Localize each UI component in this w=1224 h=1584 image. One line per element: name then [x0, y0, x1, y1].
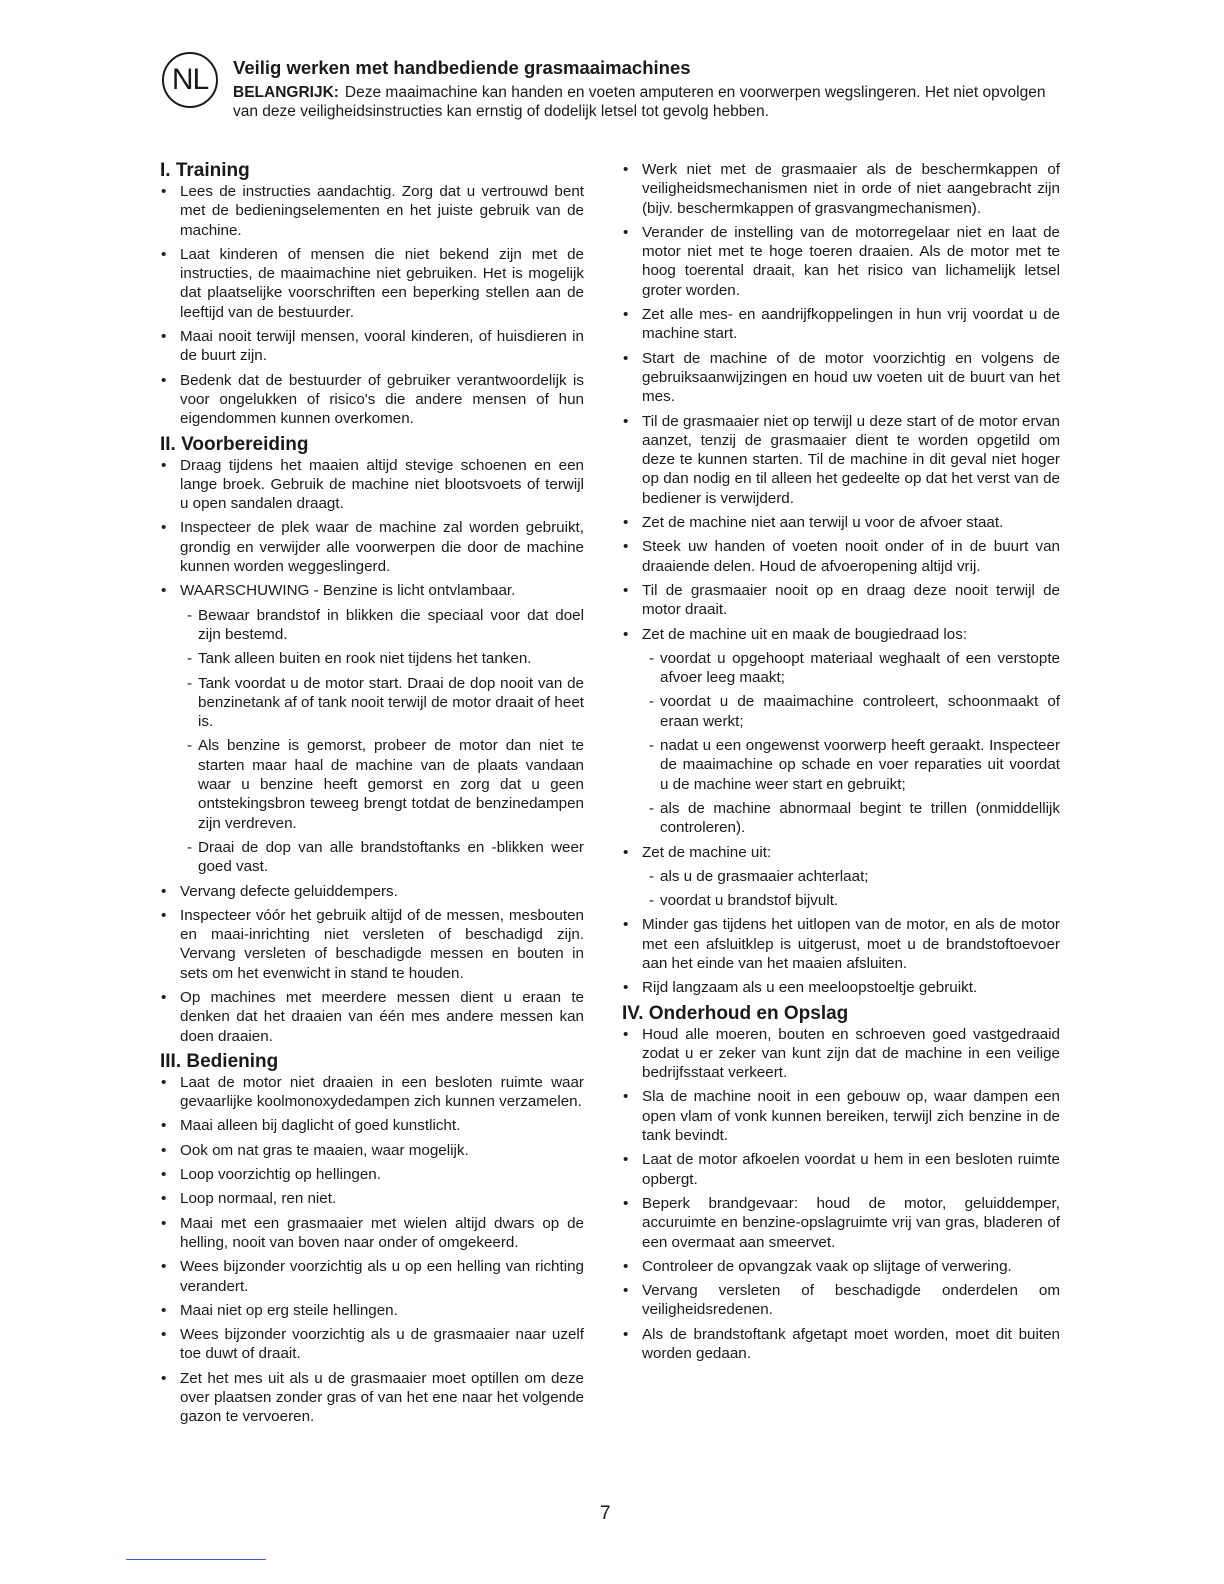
- list-item: • Minder gas tijdens het uitlopen van de motor, en als de motor met een afsluitklep is uitgerust, moet u de brandstoftoevoer aan het einde van het maaien afsluiten.: [623, 916, 1060, 972]
- list-item: • Inspecteer de plek waar de machine zal worden gebruikt, grondig en verwijder alle voorwerpen die door de machine kunnen worden weggeslingerd.: [161, 519, 584, 576]
- list-item: • Werk niet met de grasmaaier als de beschermkappen of veiligheidsmechanismen niet in orde of niet aangebracht zijn (bijv. beschermkappen of grasvangmechanismen).: [623, 161, 1060, 217]
- sub-list-item: - Draai de dop van alle brandstoftanks en -blikken weer goed vast.: [187, 838, 584, 876]
- sub-list-item: - Tank voordat u de motor start. Draai de dop nooit van de benzinetank af of tank nooit terwijl de motor draait of heet is.: [187, 674, 584, 731]
- list-item: • Bedenk dat de bestuurder of gebruiker verantwoordelijk is voor ongelukken of risico's die andere mensen of hun eigendommen kunnen overkomen.: [161, 371, 584, 428]
- sub-list-item: - nadat u een ongewenst voorwerp heeft geraakt. Inspecteer de maaimachine op schade en voer reparaties uit voordat u de machine weer start en gebruikt;: [649, 737, 1060, 793]
- intro-text: Deze maaimachine kan handen en voeten amputeren en voorwerpen wegslingeren. Het niet opvolgen van deze veiligheidsinstructies kan ernstig of dodelijk letsel tot gevolg hebben.: [233, 84, 1046, 120]
- training-list: [160, 182, 584, 429]
- left-column: [160, 160, 584, 1432]
- list-item: • Start de machine of de motor voorzichtig en volgens de gebruiksaanwijzingen en houd uw voeten uit de buurt van het mes.: [623, 349, 1060, 406]
- list-item: • Lees de instructies aandachtig. Zorg dat u vertrouwd bent met de bedieningselementen en het juiste gebruik van de machine.: [161, 183, 584, 239]
- bediening-list: [160, 1073, 584, 1427]
- list-item: • Zet de machine uit en maak de bougiedraad los:: [623, 625, 968, 643]
- list-item: • Laat kinderen of mensen die niet bekend zijn met de instructies, de maaimachine niet gebruiken. Het is mogelijk dat plaatselijke voorschriften een beperking stellen aan de leeftijd van de bestuurder.: [161, 245, 584, 321]
- section-title-bediening: III. Bediening: [160, 1050, 279, 1072]
- section-title-training: I. Training: [160, 160, 250, 181]
- list-item: • Til de grasmaaier nooit op en draag deze nooit terwijl de motor draait.: [623, 581, 1060, 619]
- footer-link-underline[interactable]: [126, 1559, 266, 1560]
- right-column: [622, 160, 1060, 1368]
- page-title: Veilig werken met handbediende grasmaaimachines: [233, 57, 691, 78]
- list-item: • Laat de motor niet draaien in een besloten ruimte waar gevaarlijke koolmonoxydedampen zich kunnen verzamelen.: [161, 1073, 584, 1111]
- list-item: • Vervang defecte geluiddempers.: [161, 882, 398, 900]
- list-item: • Zet alle mes- en aandrijfkoppelingen in hun vrij voordat u de machine start.: [623, 306, 1060, 343]
- sub-list-item: - voordat u brandstof bijvult.: [649, 892, 839, 910]
- list-item: • Op machines met meerdere messen dient u eraan te denken dat het draaien van één mes andere messen kan doen draaien.: [161, 988, 584, 1045]
- list-item: • Maai met een grasmaaier met wielen altijd dwars op de helling, nooit van boven naar onder of omgekeerd.: [161, 1214, 584, 1251]
- list-item: • Zet de machine niet aan terwijl u voor de afvoer staat.: [623, 514, 1004, 532]
- list-item: • Vervang versleten of beschadigde onderdelen om veiligheidsredenen.: [623, 1282, 1060, 1319]
- sub-list-item: - Als benzine is gemorst, probeer de motor dan niet te starten maar haal de machine van de plaats vandaan waar u benzine heeft gemorst en zorg dat u geen ontstekingsbron teweeg brengt totdat de benzinedampen zijn verdreven.: [187, 737, 584, 832]
- list-item: • Wees bijzonder voorzichtig als u de grasmaaier naar uzelf toe duwt of draait.: [161, 1326, 584, 1363]
- page-header: [233, 57, 1063, 121]
- sub-list-item: - Tank alleen buiten en rook niet tijdens het tanken.: [187, 650, 532, 668]
- list-item: • Sla de machine nooit in een gebouw op, waar dampen een open vlam of vonk kunnen bereiken, terwijl zich benzine in de tank bevindt.: [623, 1088, 1060, 1145]
- list-item: • Beperk brandgevaar: houd de motor, geluiddemper, accuruimte en benzine-opslagruimte vrij van gras, bladeren of een overmaat aan smeervet.: [623, 1194, 1060, 1251]
- list-item: • Maai nooit terwijl mensen, vooral kinderen, of huisdieren in de buurt zijn.: [161, 328, 584, 365]
- list-item: • Ook om nat gras te maaien, waar mogelijk.: [161, 1141, 469, 1159]
- voorbereiding-list: [160, 456, 584, 1046]
- onderhoud-list: [622, 1025, 1060, 1364]
- sub-list-item: - als de machine abnormaal begint te trillen (onmiddellijk controleren).: [649, 799, 1060, 837]
- list-item: • WAARSCHUWING - Benzine is licht ontvlambaar.: [161, 582, 516, 600]
- list-item: • Til de grasmaaier niet op terwijl u deze start of de motor ervan aanzet, tenzij de grasmaaier dient te worden opgetild om deze te kunnen starten. Til de machine in dit geval niet hoger op dan nodig en til alleen het gedeelte op dat het verst van de bediener is verwijderd.: [623, 412, 1060, 507]
- list-item: • Loop normaal, ren niet.: [161, 1190, 337, 1208]
- list-item: • Wees bijzonder voorzichtig als u op een helling van richting verandert.: [161, 1258, 584, 1295]
- list-item: • Draag tijdens het maaien altijd stevige schoenen en een lange broek. Gebruik de machine niet blootsvoets of terwijl u open sandalen draagt.: [161, 456, 584, 513]
- list-item: • Zet de machine uit:: [623, 843, 772, 861]
- list-item: • Als de brandstoftank afgetapt moet worden, moet dit buiten worden gedaan.: [623, 1325, 1060, 1363]
- list-item: • Zet het mes uit als u de grasmaaier moet optillen om deze over plaatsen zonder gras of van het ene naar het volgende gazon te vervoeren.: [161, 1369, 584, 1426]
- bediening-continued-list: [622, 160, 1060, 998]
- list-item: • Rijd langzaam als u een meeloopstoeltje gebruikt.: [623, 979, 978, 997]
- sub-list-item: - Bewaar brandstof in blikken die speciaal voor dat doel zijn bestemd.: [187, 606, 584, 643]
- list-item: • Houd alle moeren, bouten en schroeven goed vastgedraaid zodat u er zeker van kunt zijn dat de machine in een veilige bedrijfsstaat verkeert.: [623, 1025, 1060, 1082]
- intro-paragraph: [233, 83, 1063, 121]
- sub-list-item: - voordat u opgehoopt materiaal weghaalt of een verstopte afvoer leeg maakt;: [649, 649, 1060, 687]
- language-badge: NL: [162, 52, 218, 108]
- section-title-onderhoud: IV. Onderhoud en Opslag: [622, 1002, 849, 1024]
- intro-lead: BELANGRIJK:: [233, 84, 339, 101]
- page-number: 7: [600, 1503, 611, 1524]
- section-title-voorbereiding: II. Voorbereiding: [160, 433, 309, 455]
- list-item: • Controleer de opvangzak vaak op slijtage of verwering.: [623, 1257, 1012, 1275]
- sub-list-item: - voordat u de maaimachine controleert, schoonmaakt of eraan werkt;: [649, 693, 1060, 730]
- list-item: • Steek uw handen of voeten nooit onder of in de buurt van draaiende delen. Houd de afvoeropening altijd vrij.: [623, 538, 1060, 575]
- list-item: • Maai alleen bij daglicht of goed kunstlicht.: [161, 1117, 461, 1135]
- list-item: • Maai niet op erg steile hellingen.: [161, 1301, 398, 1319]
- list-item: • Verander de instelling van de motorregelaar niet en laat de motor niet met te hoge toeren draaien. Als de motor met te hoog toerental draait, kan het risico van lichamelijk letsel groter worden.: [623, 223, 1060, 299]
- list-item: • Laat de motor afkoelen voordat u hem in een besloten ruimte opbergt.: [623, 1151, 1060, 1188]
- sub-list-item: - als u de grasmaaier achterlaat;: [649, 867, 869, 885]
- list-item: • Inspecteer vóór het gebruik altijd of de messen, mesbouten en maai-inrichting niet versleten of beschadigd zijn. Vervang versleten of beschadigde messen en bouten in sets om het evenwicht in stand te houden.: [161, 906, 584, 982]
- list-item: • Loop voorzichtig op hellingen.: [161, 1166, 381, 1184]
